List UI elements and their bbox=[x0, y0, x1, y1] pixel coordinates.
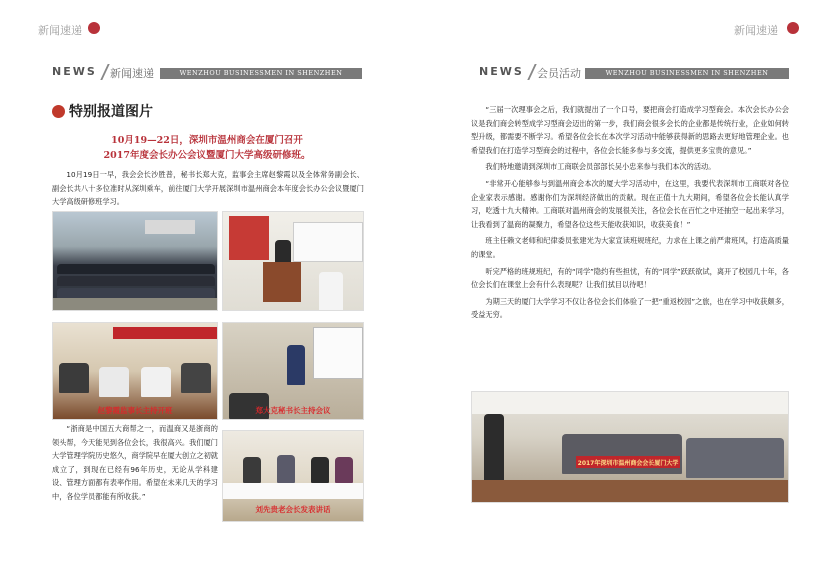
section-mark-icon bbox=[52, 105, 65, 118]
section-title bbox=[52, 101, 153, 121]
intro-paragraph bbox=[52, 168, 364, 209]
paragraph-3: “非常开心能够参与到温州商会本次的厦大学习活动中，在这里，我要代表深圳市工商联对各位企业家表示感谢。感谢你们为深圳经济做出的贡献。现在正值十九大期间，希望各位会长能认真学习，吃透十九大精神。工商联对温州商会的发展很关注，各位会长在百忙之中还抽空一起出来学习，让我看到了温商的凝聚力，希望各位这些天能收获知识，收获美食！” bbox=[471, 178, 789, 229]
group-photo bbox=[52, 211, 218, 311]
chamber-logo-icon-right bbox=[787, 22, 799, 34]
section-band bbox=[52, 65, 362, 80]
photo-caption-1: 赵黎霞监事长主持开班 bbox=[97, 406, 173, 415]
paragraph-5: 听完严格的班规班纪，有的“同学”隐约有些担忧，有的“同学”跃跃欲试，离开了校园几十年，各位会长们在课堂上会有什么表现呢？让我们拭目以待吧！ bbox=[471, 266, 789, 290]
paragraph-6: 为期三天的厦门大学学习不仅让各位会长们体验了一把“重返校园”之旅，也在学习中收获颇多，受益无穷。 bbox=[471, 296, 789, 320]
photo-caption-3: 刘先贵老会长发表讲话 bbox=[255, 505, 331, 514]
paragraph-1: “三届一次理事会之后，我们就提出了一个口号，要把商会打造成学习型商会。本次会长办公会议是我们商会转型成学习型商会迈出的第一步，我们商会很多会长的企业都是传统行业，企业如何转型升级，都需要不断学习。希望各位会长在本次学习活动中能够获得新的思路去更好地管理企业。也希望我们在打造学习型商会的过程中，各位会长能多参与多交流，提供更多宝贵的意见。” bbox=[471, 105, 789, 155]
section-band-right bbox=[479, 65, 789, 80]
quote-paragraph bbox=[52, 422, 218, 504]
band-cn-right: 会员活动 bbox=[537, 67, 581, 80]
paragraph-4: 班主任赖文老师和纪律委员张建光为大家宣读班规班纪，力求在上课之前严肃班风，打造高质量的课堂。 bbox=[471, 236, 789, 259]
article-body bbox=[471, 103, 789, 325]
running-head-right: 新闻速递 bbox=[734, 24, 778, 37]
head-table-photo bbox=[222, 430, 364, 522]
headline-line-2: 2017年度会长办公会议暨厦门大学高级研修班。 bbox=[103, 150, 311, 161]
classroom-photo-1 bbox=[52, 322, 218, 420]
section-title-text: 特别报道图片 bbox=[69, 104, 153, 120]
group-banner: 2017年深圳市温州商会会长厦门大学 bbox=[576, 456, 680, 468]
headline-line-1: 10月19—22日，深圳市温州商会在厦门召开 bbox=[111, 135, 303, 146]
quote-text: “浙商是中国五大商帮之一，而温商又是浙商的领头帮，今天能见到各位会长，我很高兴。我们厦门大学管理学院历史悠久，商学院早在厦大创立之初就成立了，到现在已经有96年历史，无论从学科建设、管理方面都有表率作用。希望在未来几天的学习中，各位学员都能有所收获。” bbox=[52, 424, 218, 501]
photo-caption-2: 郑大克秘书长主持会议 bbox=[255, 406, 331, 415]
band-news: NEWS bbox=[52, 65, 97, 78]
classroom-group-photo bbox=[471, 391, 789, 503]
paragraph-2: 我们特地邀请到深圳市工商联会员部部长吴小忠来参与我们本次的活动。 bbox=[485, 162, 716, 172]
band-bar: WENZHOU BUSINESSMEN IN SHENZHEN bbox=[160, 68, 362, 79]
speaker-photo bbox=[222, 322, 364, 420]
band-slash bbox=[100, 64, 109, 80]
podium-speaker-photo bbox=[222, 211, 364, 311]
band-cn: 新闻速递 bbox=[110, 67, 154, 80]
right-page bbox=[419, 0, 838, 580]
band-news-right: NEWS bbox=[479, 65, 524, 78]
chamber-logo-icon bbox=[88, 22, 100, 34]
running-head: 新闻速递 bbox=[38, 24, 82, 37]
band-slash-right bbox=[527, 64, 536, 80]
intro-text: 10月19日一早，我会会长沙胜普，秘书长郑大克，监事会主席赵黎霞以及全体常务副会长、副会长共八十多位准时从深圳乘车，前往厦门大学开展深圳市温州商会本年度会长办公会议暨厦门大学高级研修班学习。 bbox=[52, 170, 364, 207]
band-bar-right: WENZHOU BUSINESSMEN IN SHENZHEN bbox=[585, 68, 789, 79]
